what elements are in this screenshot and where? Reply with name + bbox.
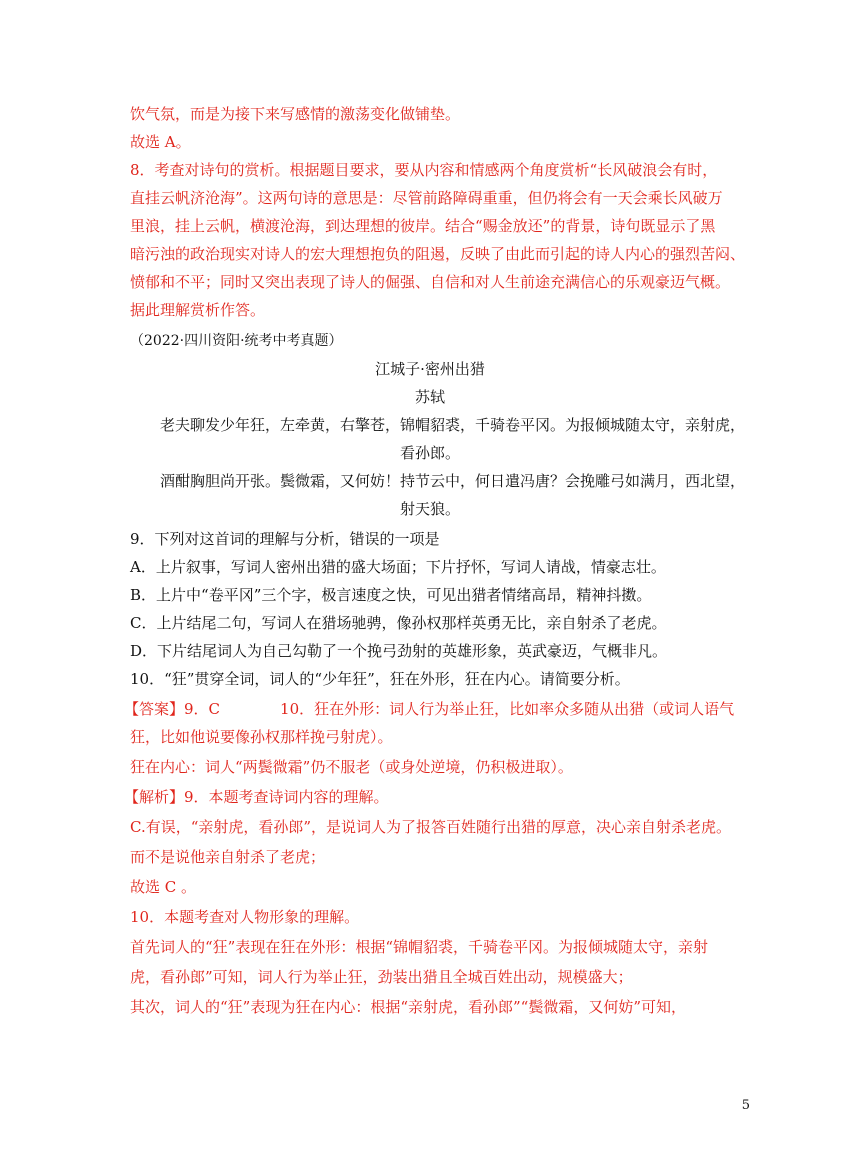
- poem-line: 酒酣胸胆尚开张。鬓微霜，又何妨！持节云中，何日遣冯唐？会挽雕弓如满月，西北望，: [160, 472, 746, 490]
- explanation-line: C.有误，“亲射虎，看孙郎”，是说词人为了报答百姓随行出猎的厚意，决心亲自射杀老虎。: [130, 818, 732, 836]
- poem-title: 江城子·密州出猎: [375, 360, 485, 378]
- q8-analysis-line: 愤郁和不平；同时又突出表现了诗人的倔强、自信和对人生前途充满信心的乐观豪迈气概。: [130, 273, 731, 291]
- answer-line: 狂，比如他说要像孙权那样挽弓射虎）。: [130, 728, 393, 746]
- explanation-line: 而不是说他亲自射杀了老虎；: [130, 848, 326, 866]
- analysis-choice-line: 故选 A。: [130, 133, 191, 151]
- question-10: 10．“狂”贯穿全词，词人的“少年狂”，狂在外形，狂在内心。请简要分析。: [130, 670, 630, 688]
- poem-line: 射天狼。: [399, 500, 460, 518]
- option-b: B．上片中“卷平冈”三个字，极言速度之快，可见出猎者情绪高昂，精神抖擞。: [130, 586, 652, 604]
- option-a: A．上片叙事，写词人密州出猎的盛大场面；下片抒怀，写词人请战，情豪志壮。: [130, 558, 666, 576]
- q8-analysis-line: 暗污浊的政治现实对诗人的宏大理想抱负的阻遏，反映了由此而引起的诗人内心的强烈苦闷、: [130, 245, 746, 263]
- source-citation: （2022·四川资阳·统考中考真题）: [130, 333, 343, 349]
- q8-analysis-line: 8．考查对诗句的赏析。根据题目要求，要从内容和情感两个角度赏析“长风破浪会有时，: [130, 161, 718, 179]
- q8-analysis-line: 直挂云帆济沧海”。这两句诗的意思是：尽管前路障碍重重，但仍将会有一天会乘长风破万: [130, 189, 723, 207]
- explanation-line: 故选 C 。: [130, 878, 197, 896]
- q8-analysis-line: 里浪，挂上云帆，横渡沧海，到达理想的彼岸。结合“赐金放还”的背景，诗句既显示了黑: [130, 217, 716, 235]
- explanation-line: 【解析】9．本题考查诗词内容的理解。: [124, 788, 389, 806]
- q8-analysis-line: 据此理解赏析作答。: [130, 301, 266, 319]
- answer-line: 【答案】9．C 10．狂在外形：词人行为举止狂，比如率众多随从出猎（或词人语气: [124, 700, 735, 718]
- poem-author: 苏轼: [414, 388, 445, 406]
- answer-line: 狂在内心：词人“两鬓微霜”仍不服老（或身处逆境，仍积极进取）。: [130, 758, 573, 776]
- option-d: D．下片结尾词人为自己勾勒了一个挽弓劲射的英雄形象，英武豪迈，气概非凡。: [130, 642, 668, 660]
- option-c: C．上片结尾二句，写词人在猎场驰骋，像孙权那样英勇无比，亲自射杀了老虎。: [130, 614, 667, 632]
- explanation-line: 首先词人的“狂”表现在狂在外形：根据“锦帽貂裘，千骑卷平冈。为报倾城随太守，亲射: [130, 938, 709, 956]
- poem-line: 老夫聊发少年狂，左牵黄，右擎苍，锦帽貂裘，千骑卷平冈。为报倾城随太守，亲射虎，: [160, 416, 746, 434]
- poem-line: 看孙郎。: [399, 444, 460, 462]
- analysis-text-line: 饮气氛，而是为接下来写感情的激荡变化做铺垫。: [130, 105, 461, 123]
- explanation-line: 10．本题考查对人物形象的理解。: [130, 908, 360, 926]
- explanation-line: 其次，词人的“狂”表现为狂在内心：根据“亲射虎，看孙郎”“鬓微霜，又何妨”可知，: [130, 998, 687, 1016]
- explanation-line: 虎，看孙郎”可知，词人行为举止狂，劲装出猎且全城百姓出动，规模盛大；: [130, 968, 633, 986]
- page-number: 5: [741, 1098, 750, 1113]
- question-9: 9．下列对这首词的理解与分析，错误的一项是: [130, 530, 440, 548]
